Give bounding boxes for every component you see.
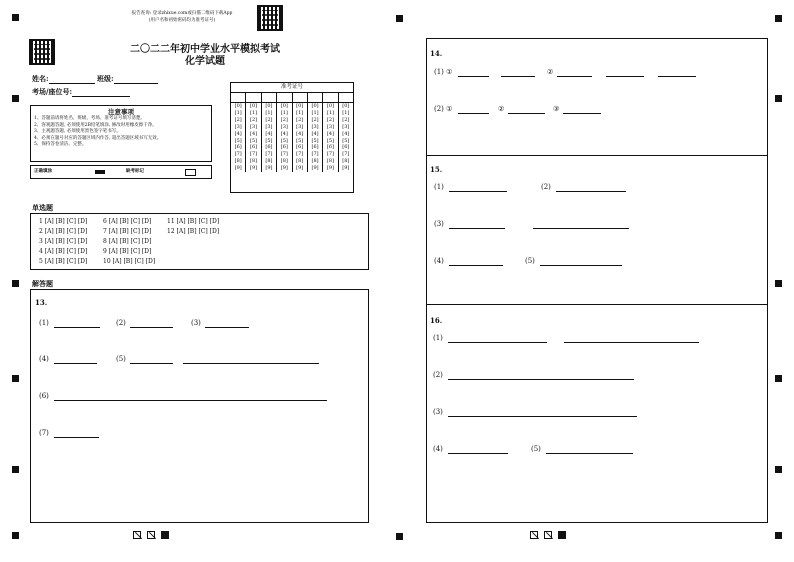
alignment-mark <box>775 280 782 287</box>
exam-id-bubble[interactable]: [0] <box>280 103 288 109</box>
q15-part-label: (4) <box>434 257 444 265</box>
exam-id-column <box>308 103 323 172</box>
exam-id-bubble[interactable]: [5] <box>265 137 273 144</box>
qr-code-icon <box>29 39 55 65</box>
choice-row[interactable]: 3 [A] [B] [C] [D] <box>39 238 88 245</box>
page-marker-icon <box>133 531 141 539</box>
exam-id-column <box>231 103 246 172</box>
exam-id-bubble[interactable]: [8] <box>311 158 319 165</box>
exam-id-bubble[interactable]: [3] <box>311 123 319 130</box>
exam-id-bubble[interactable]: [0] <box>326 103 334 109</box>
q16-answer-line[interactable] <box>448 453 508 454</box>
alignment-mark <box>775 375 782 382</box>
note-item: 1、答题前请将姓名、班级、考场、准考证号填写清楚。 <box>34 116 145 121</box>
q15-answer-line[interactable] <box>449 191 507 192</box>
exam-id-bubble[interactable]: [1] <box>280 109 288 116</box>
exam-id-bubble[interactable]: [5] <box>280 137 288 144</box>
note-item: 4、必须在题号对应的答题区域内作答, 超出答题区域书写无效。 <box>34 135 162 141</box>
exam-id-bubble[interactable]: [4] <box>311 130 319 137</box>
exam-id-bubble[interactable]: [8] <box>265 158 273 165</box>
q14-answer-line[interactable] <box>501 76 535 77</box>
correct-fill-sample-icon <box>95 170 105 174</box>
exam-id-bubble[interactable]: [6] <box>234 144 242 151</box>
exam-id-write-cell[interactable] <box>293 93 308 102</box>
page-title: 二〇二二年初中学业水平模拟考试 <box>130 44 280 55</box>
q16-part-label: (4) <box>433 445 443 453</box>
exam-id-bubble[interactable]: [6] <box>311 144 319 151</box>
alignment-mark <box>12 532 19 539</box>
exam-id-write-cell[interactable] <box>339 93 353 102</box>
exam-id-bubble[interactable]: [5] <box>296 137 304 144</box>
alignment-mark <box>775 95 782 102</box>
q16-number: 16. <box>430 316 443 325</box>
choice-row[interactable]: 6 [A] [B] [C] [D] <box>103 218 152 225</box>
exam-id-bubble[interactable]: [3] <box>296 123 304 130</box>
exam-id-write-cell[interactable] <box>323 93 338 102</box>
q14-answer-line[interactable] <box>557 76 592 77</box>
q16-answer-line[interactable] <box>564 342 699 343</box>
name-field[interactable] <box>49 73 95 84</box>
exam-id-bubble[interactable]: [5] <box>342 137 350 144</box>
report-notice-line2: (用户名和初始密码均为准考证号) <box>148 17 216 23</box>
q15-answer-line[interactable] <box>556 191 626 192</box>
notes-box <box>30 105 212 162</box>
exam-id-bubble[interactable]: [1] <box>326 109 334 116</box>
q14-answer-line[interactable] <box>658 76 696 77</box>
q14-part-label: ③ <box>553 105 560 113</box>
exam-id-bubble[interactable]: [3] <box>234 123 242 130</box>
exam-id-bubble-grid <box>231 103 353 172</box>
exam-id-bubble[interactable]: [1] <box>234 109 242 116</box>
exam-id-bubble[interactable]: [2] <box>311 116 319 123</box>
correct-fill-label: 正确填涂 <box>34 169 52 174</box>
q13-answer-line[interactable] <box>54 437 99 438</box>
q13-answer-line[interactable] <box>54 400 327 401</box>
answers-section-title: 解答题 <box>32 279 53 288</box>
q13-part-label: (7) <box>39 429 49 437</box>
exam-id-bubble[interactable]: [5] <box>326 137 334 144</box>
exam-id-bubble[interactable]: [7] <box>265 151 273 158</box>
q15-part-label: (2) <box>541 183 551 191</box>
exam-id-bubble[interactable]: [0] <box>265 103 273 109</box>
q14-answer-line[interactable] <box>458 76 489 77</box>
exam-id-column <box>262 103 277 172</box>
class-label: 班级: <box>97 74 114 83</box>
q16-answer-line[interactable] <box>448 416 637 417</box>
exam-id-bubble[interactable]: [4] <box>265 130 273 137</box>
q15-answer-line[interactable] <box>540 265 622 266</box>
q15-part-label: (3) <box>434 220 444 228</box>
q13-answer-line[interactable] <box>130 363 173 364</box>
exam-id-bubble[interactable]: [0] <box>342 103 350 109</box>
choice-row[interactable]: 12 [A] [B] [C] [D] <box>167 228 220 235</box>
exam-id-bubble[interactable]: [7] <box>250 151 258 158</box>
exam-id-bubble[interactable]: [6] <box>296 144 304 151</box>
exam-id-write-cell[interactable] <box>277 93 292 102</box>
q13-part-label: (6) <box>39 392 49 400</box>
q14-answer-line[interactable] <box>606 76 644 77</box>
q13-part-label: (3) <box>191 319 201 327</box>
choice-row[interactable]: 8 [A] [B] [C] [D] <box>103 238 152 245</box>
alignment-mark <box>12 14 19 21</box>
note-item: 2、客观题答题, 必须使用2B铅笔填涂, 修改时用橡皮擦干净。 <box>34 122 157 128</box>
choice-row[interactable]: 5 [A] [B] [C] [D] <box>39 258 88 265</box>
q16-part-label: (3) <box>433 408 443 416</box>
q15-answer-line[interactable] <box>533 228 629 229</box>
q14-part-label: (2) ① <box>434 105 453 113</box>
qr-code-icon <box>257 5 283 31</box>
alignment-mark <box>396 15 403 22</box>
exam-id-column <box>323 103 338 172</box>
exam-id-bubble[interactable]: [2] <box>280 116 288 123</box>
student-info-row <box>32 73 158 84</box>
exam-id-bubble[interactable]: [8] <box>234 158 242 165</box>
exam-id-bubble[interactable]: [5] <box>250 137 258 144</box>
exam-id-bubble[interactable]: [4] <box>280 130 288 137</box>
q14-part-label: ② <box>498 105 505 113</box>
page-subtitle: 化学试题 <box>185 56 225 67</box>
exam-id-bubble[interactable]: [9] <box>234 165 242 172</box>
q14-answer-line[interactable] <box>508 113 545 114</box>
report-notice <box>112 11 252 24</box>
exam-id-bubble[interactable]: [6] <box>342 144 350 151</box>
room-field[interactable] <box>72 86 130 97</box>
exam-id-bubble[interactable]: [0] <box>250 103 258 109</box>
exam-id-title: 准考证号 <box>231 83 353 93</box>
page-marker-icon <box>544 531 552 539</box>
exam-id-bubble[interactable]: [0] <box>311 103 319 109</box>
exam-id-bubble[interactable]: [6] <box>280 144 288 151</box>
room-label: 考场/座位号: <box>32 87 73 96</box>
right-answer-frame <box>426 38 768 523</box>
exam-id-bubble[interactable]: [4] <box>234 130 242 137</box>
exam-id-bubble[interactable]: [3] <box>265 123 273 130</box>
exam-id-bubble[interactable]: [9] <box>342 165 350 172</box>
exam-id-write-row <box>231 93 353 103</box>
q15-answer-line[interactable] <box>449 228 505 229</box>
exam-id-bubble[interactable]: [4] <box>342 130 350 137</box>
q14-part-label: ② <box>547 68 554 76</box>
q13-part-label: (4) <box>39 355 49 363</box>
exam-id-bubble[interactable]: [2] <box>234 116 242 123</box>
choice-section-title: 单选题 <box>32 203 53 212</box>
alignment-mark <box>12 95 19 102</box>
choice-row[interactable]: 7 [A] [B] [C] [D] <box>103 228 152 235</box>
q15-part-label: (5) <box>525 257 535 265</box>
exam-id-bubble[interactable]: [2] <box>342 116 350 123</box>
exam-id-bubble[interactable]: [1] <box>296 109 304 116</box>
exam-id-bubble[interactable]: [1] <box>250 109 258 116</box>
exam-id-bubble[interactable]: [0] <box>234 103 242 109</box>
q15-part-label: (1) <box>434 183 444 191</box>
note-item: 5、保持答卷清洁、完整。 <box>34 142 87 147</box>
exam-id-bubble[interactable]: [7] <box>296 151 304 158</box>
q16-answer-line[interactable] <box>546 453 633 454</box>
exam-id-bubble[interactable]: [0] <box>296 103 304 109</box>
page-marker-icon <box>530 531 538 539</box>
note-item: 3、主观题答题, 必须使用黑色签字笔书写。 <box>34 129 121 134</box>
q16-answer-line[interactable] <box>448 342 547 343</box>
exam-id-bubble[interactable]: [9] <box>326 165 334 172</box>
q13-answer-line[interactable] <box>183 363 319 364</box>
exam-id-write-cell[interactable] <box>262 93 277 102</box>
exam-id-bubble[interactable]: [1] <box>342 109 350 116</box>
q16-part-label: (5) <box>531 445 541 453</box>
choice-box <box>30 213 369 270</box>
room-row <box>32 86 130 97</box>
exam-id-write-cell[interactable] <box>246 93 261 102</box>
exam-id-bubble[interactable]: [4] <box>250 130 258 137</box>
choice-row[interactable]: 2 [A] [B] [C] [D] <box>39 228 88 235</box>
exam-id-bubble[interactable]: [9] <box>250 165 258 172</box>
exam-id-bubble[interactable]: [7] <box>342 151 350 158</box>
exam-id-bubble[interactable]: [4] <box>296 130 304 137</box>
exam-id-bubble[interactable]: [6] <box>250 144 258 151</box>
alignment-mark <box>775 466 782 473</box>
section-divider <box>427 155 767 156</box>
exam-id-bubble[interactable]: [6] <box>265 144 273 151</box>
q13-part-label: (2) <box>116 319 126 327</box>
exam-id-bubble[interactable]: [9] <box>296 165 304 172</box>
choice-row[interactable]: 10 [A] [B] [C] [D] <box>103 258 156 265</box>
exam-id-bubble[interactable]: [2] <box>265 116 273 123</box>
page-marker-icon <box>147 531 155 539</box>
exam-id-bubble[interactable]: [3] <box>280 123 288 130</box>
q16-part-label: (2) <box>433 371 443 379</box>
section-divider <box>427 304 767 305</box>
alignment-mark <box>396 533 403 540</box>
exam-id-bubble[interactable]: [8] <box>342 158 350 165</box>
q13-box <box>30 289 369 523</box>
exam-id-bubble[interactable]: [2] <box>326 116 334 123</box>
exam-id-bubble[interactable]: [7] <box>311 151 319 158</box>
exam-id-bubble[interactable]: [7] <box>280 151 288 158</box>
exam-id-column <box>246 103 261 172</box>
exam-id-bubble[interactable]: [5] <box>311 137 319 144</box>
exam-id-bubble[interactable]: [8] <box>250 158 258 165</box>
exam-id-bubble[interactable]: [8] <box>326 158 334 165</box>
report-notice-line1: 报告查询: 登录zhixue.com或扫描二维码下载App <box>131 11 233 16</box>
exam-id-bubble[interactable]: [4] <box>326 130 334 137</box>
exam-id-bubble[interactable]: [9] <box>311 165 319 172</box>
q13-part-label: (1) <box>39 319 49 327</box>
exam-id-bubble[interactable]: [8] <box>296 158 304 165</box>
exam-id-column <box>277 103 292 172</box>
exam-id-column <box>293 103 308 172</box>
exam-id-bubble[interactable]: [6] <box>326 144 334 151</box>
q15-number: 15. <box>430 165 443 174</box>
exam-id-bubble[interactable]: [5] <box>234 137 242 144</box>
q14-answer-line[interactable] <box>458 113 489 114</box>
alignment-mark <box>775 15 782 22</box>
q13-answer-line[interactable] <box>54 327 100 328</box>
class-field[interactable] <box>114 73 158 84</box>
name-label: 姓名: <box>32 74 49 83</box>
q15-answer-line[interactable] <box>449 265 503 266</box>
choice-row[interactable]: 4 [A] [B] [C] [D] <box>39 248 88 255</box>
choice-row[interactable]: 1 [A] [B] [C] [D] <box>39 218 88 225</box>
notes-title: 注意事项 <box>108 108 134 116</box>
exam-id-bubble[interactable]: [7] <box>326 151 334 158</box>
q13-part-label: (5) <box>116 355 126 363</box>
alignment-mark <box>12 280 19 287</box>
exam-id-bubble[interactable]: [1] <box>265 109 273 116</box>
absent-mark-checkbox[interactable] <box>185 169 196 176</box>
page-marker-icon <box>161 531 169 539</box>
notes-list <box>31 116 211 149</box>
exam-id-bubble[interactable]: [9] <box>265 165 273 172</box>
q13-answer-line[interactable] <box>54 363 97 364</box>
exam-id-bubble[interactable]: [7] <box>234 151 242 158</box>
exam-id-bubble[interactable]: [3] <box>342 123 350 130</box>
q16-answer-line[interactable] <box>448 379 634 380</box>
exam-id-box <box>230 82 354 193</box>
exam-id-bubble[interactable]: [3] <box>326 123 334 130</box>
exam-id-bubble[interactable]: [1] <box>311 109 319 116</box>
exam-id-bubble[interactable]: [8] <box>280 158 288 165</box>
alignment-mark <box>775 532 782 539</box>
fill-sample-box <box>30 165 212 179</box>
choice-row[interactable]: 9 [A] [B] [C] [D] <box>103 248 152 255</box>
exam-id-column <box>339 103 353 172</box>
q13-answer-line[interactable] <box>130 327 173 328</box>
q14-number: 14. <box>430 49 443 58</box>
exam-id-bubble[interactable]: [2] <box>296 116 304 123</box>
q13-answer-line[interactable] <box>205 327 249 328</box>
alignment-mark <box>12 466 19 473</box>
exam-id-write-cell[interactable] <box>308 93 323 102</box>
exam-id-write-cell[interactable] <box>231 93 246 102</box>
alignment-mark <box>12 375 19 382</box>
exam-id-bubble[interactable]: [3] <box>250 123 258 130</box>
exam-id-bubble[interactable]: [9] <box>280 165 288 172</box>
q16-part-label: (1) <box>433 334 443 342</box>
exam-id-bubble[interactable]: [2] <box>250 116 258 123</box>
q14-answer-line[interactable] <box>563 113 601 114</box>
choice-row[interactable]: 11 [A] [B] [C] [D] <box>167 218 220 225</box>
q13-number: 13. <box>35 298 48 307</box>
page-marker-icon <box>558 531 566 539</box>
q14-part-label: (1) ① <box>434 68 453 76</box>
absent-mark-label: 缺考标记 <box>126 169 144 174</box>
